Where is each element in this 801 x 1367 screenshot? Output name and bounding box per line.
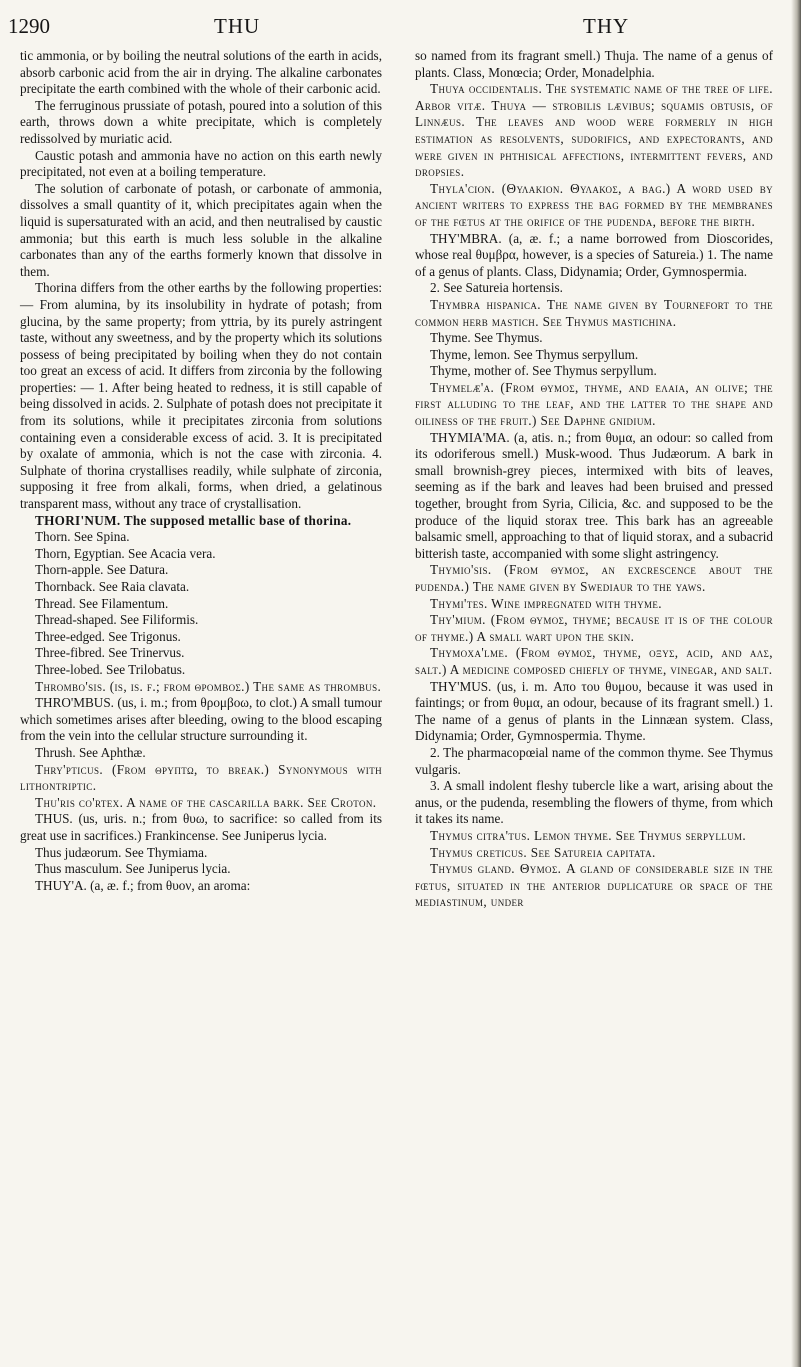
entry: Thrush. See Aphthæ.: [35, 744, 146, 760]
paragraph: The ferruginous prussiate of potash, poured into a solution of this earth, throws down a white precipitate, which is completely redissolved by muriatic acid.: [20, 97, 382, 146]
entry: Thorn, Egyptian. See Acacia vera.: [35, 545, 216, 561]
entry-thymium: Thy'mium. (From θυμος, thyme; because it is of the colour of thyme.) A small wart upon the skin.: [415, 612, 773, 644]
entry: Thornback. See Raia clavata.: [35, 579, 190, 594]
entry: Thorn-apple. See Datura.: [35, 562, 169, 578]
entry-thymus: THY'MUS. (us, i. m. Απο του θυμου, because it was used in faintings; or from θυμα, an odour, because of its fragrant smell.) 1. The name of a genus of plants in the Linnæan system. Class, Didynamia; Order, Gymnospermia. Thyme.: [415, 678, 773, 744]
entry-thrombosis: Thrombo'sis. (is, is. f.; from θρομβος.) The same as thrombus.: [35, 678, 382, 694]
paragraph: Thorina differs from the other earths by the following properties: — From alumina, by its insolubility in hydrate of potash; from glucina, by the same property; from yttria, by its purely astringent taste, without any sweetness, and by the property which its solutions possess of being precipitated by boiling when they do not contain too great an excess of acid. It differs from zirconia by the following properties: — 1. After being heated to redness, it is still capable of being dissolved in acids. 2. Sulphate of potash does not precipitate it from its solutions, while it precipitates zirconia from solutions containing even a considerable excess of acid. 3. It is precipitated by oxalate of ammonia, which is not the case with zirconia. 4. Sulphate of thorina crystallises readily, while sulphate of zirconia, supposing it free from alkali, forms, when dried, a gelatinous transparent mass, without any trace of crystallisation.: [20, 280, 382, 512]
entry-thrombus: THRO'MBUS. (us, i. m.; from θρομβοω, to clot.) A small tumour which sometimes arises after bleeding, owing to the blood escaping from the vein into the cellular structure surrounding it.: [20, 695, 382, 744]
entry-thymites: Thymi'tes. Wine impregnated with thyme.: [430, 595, 663, 611]
running-head-left: THU: [214, 14, 261, 38]
entry-thorinum: THORI'NUM. The supposed metallic base of thorina.: [35, 512, 352, 528]
entry: Three-fibred. See Trinervus.: [35, 645, 185, 661]
entry: Thus judæorum. See Thymiama.: [35, 844, 208, 860]
entry-thuris-cortex: Thu'ris co'rtex. A name of the cascarilla bark. See Croton.: [35, 794, 377, 810]
paragraph: The solution of carbonate of potash, or carbonate of ammonia, dissolves a small quantity of it, which precipitates again when the liquid is supersaturated with an acid, and then neutralised by caustic ammonia; but this earth is much less soluble in the alkaline carbonates than any of the earths formerly known that dissolve in them.: [20, 180, 382, 279]
paragraph: 2. The pharmacopœial name of the common thyme. See Thymus vulgaris.: [415, 744, 773, 777]
entry: Three-edged. See Trigonus.: [35, 628, 181, 644]
entry: Thyme, lemon. See Thymus serpyllum.: [430, 346, 639, 362]
entry: Thorn. See Spina.: [35, 529, 130, 545]
entry-thymbra-hispanica: Thymbra hispanica. The name given by Tournefort to the common herb mastich. See Thymus mastichina.: [415, 296, 773, 329]
entry: Thread-shaped. See Filiformis.: [35, 612, 199, 628]
entry-thylacion: Thyla'cion. (Θυλακιον. Θυλακος, a bag.) A word used by ancient writers to express the bag formed by the membranes of the fœtus at the orifice of the pudenda, before the birth.: [415, 180, 773, 229]
page-number: 1290: [8, 14, 50, 38]
entry-thuya-occidentalis: Thuya occidentalis. The systematic name of the tree of life. Arbor vitæ. Thuya — strobilis lævibus; squamis obtusis, of Linnæus. The leaves and wood were formerly in high estimation as resolvents, sudorifics, and expectorants, and were given in phthisical affections, intermittent fevers, and dropsies.: [415, 81, 773, 180]
entry-thuya: THUY'A. (a, æ. f.; from θυον, an aroma:: [35, 877, 251, 893]
entry-thymus-gland: Thymus gland. Θυμος. A gland of considerable size in the fœtus, situated in the anterior duplicature or space of the mediastinum, under: [415, 861, 773, 910]
page-edge-shadow: [791, 0, 801, 1367]
paragraph: so named from its fragrant smell.) Thuja. The name of a genus of plants. Class, Monœcia; Order, Monadelphia.: [415, 48, 773, 80]
paragraph: 3. A small indolent fleshy tubercle like a wart, arising about the anus, or the pudenda, resembling the flowers of thyme, from which it takes its name.: [415, 778, 773, 827]
paragraph: Caustic potash and ammonia have no action on this earth newly precipitated, not even at a boiling temperature.: [20, 147, 382, 180]
entry-thymoxalme: Thymoxa'lme. (From θυμος, thyme, οξυς, acid, and αλς, salt.) A medicine composed chiefly of thyme, vinegar, and salt.: [415, 645, 773, 677]
entry-thymus-creticus: Thymus creticus. See Satureia capitata.: [430, 844, 656, 860]
entry-thymelaea: Thymelæ'a. (From θυμος, thyme, and ελαια, an olive; the first alluding to the leaf, and the latter to the shape and oiliness of the fruit.) See Daphne gnidium.: [415, 379, 773, 429]
entry-thymiosis: Thymio'sis. (From θυμος, an excrescence about the pudenda.) The name given by Swediaur to the yaws.: [415, 562, 773, 594]
entry-thymus-citratus: Thymus citra'tus. Lemon thyme. See Thymus serpyllum.: [430, 827, 747, 843]
running-head-right: THY: [583, 14, 630, 38]
entry: Thyme. See Thymus.: [430, 330, 543, 346]
running-header: [8, 14, 793, 40]
left-column: [20, 48, 382, 894]
paragraph: 2. See Satureia hortensis.: [430, 280, 563, 296]
entry-thymiama: THYMIA'MA. (a, atis. n.; from θυμα, an odour: so called from its odoriferous smell.) Musk-wood. Thus Judæorum. A bark in small brownish-grey pieces, intermixed with bits of leaves, seeming as if the bark and leaves had been bruised and pressed together, brought from Syria, Cilicia, &c. and supposed to be the produce of the liquid storax tree. This bark has an agreeable balsamic smell, approaching to that of liquid storax, and a subacrid bitterish taste, accompanied with some slight astringency.: [415, 429, 773, 561]
entry-thymbra: THY'MBRA. (a, æ. f.; a name borrowed from Dioscorides, whose real θυμβρα, however, is a species of Satureia.) 1. The name of a genus of plants. Class, Didynamia; Order, Gymnospermia.: [415, 230, 773, 279]
entry-thrypticus: Thry'pticus. (From θρυπτω, to break.) Synonymous with lithontriptic.: [20, 761, 382, 794]
paragraph: tic ammonia, or by boiling the neutral solutions of the earth in acids, absorb carbonic acid from the air in drying. The alkaline carbonates precipitate the earth combined with the whole of their carbonic acid.: [20, 48, 382, 97]
entry: Thyme, mother of. See Thymus serpyllum.: [430, 363, 657, 379]
entry-thus: THUS. (us, uris. n.; from θυω, to sacrifice: so called from its great use in sacrifices.) Frankincense. See Juniperus lycia.: [20, 811, 382, 843]
entry: Three-lobed. See Trilobatus.: [35, 661, 186, 677]
right-column: [415, 48, 773, 911]
entry: Thus masculum. See Juniperus lycia.: [35, 861, 231, 877]
entry: Thread. See Filamentum.: [35, 595, 169, 611]
